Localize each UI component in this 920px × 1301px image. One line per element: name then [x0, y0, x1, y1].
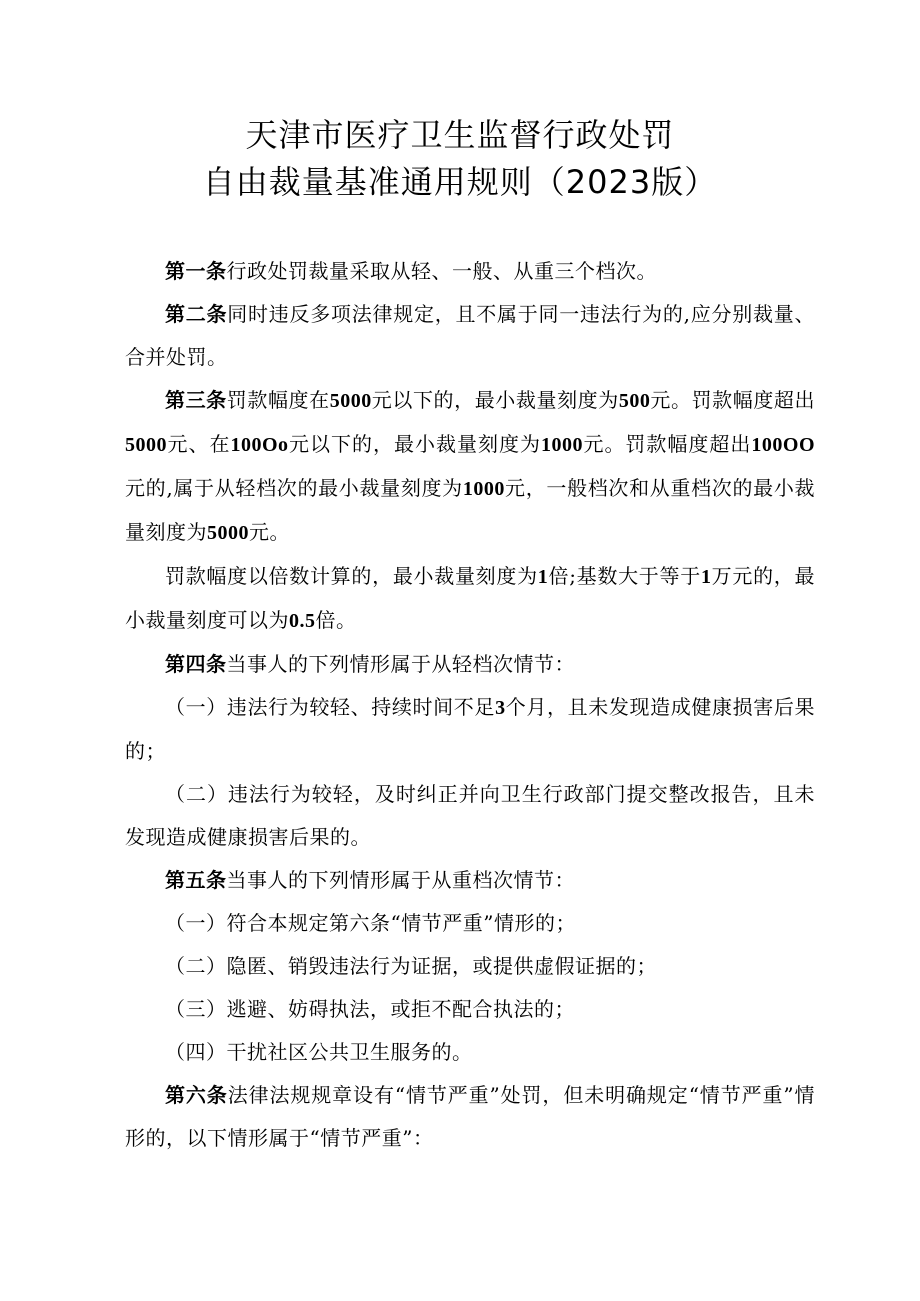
- article-number: 第一条: [165, 259, 227, 283]
- paragraph: [125, 555, 815, 643]
- paragraph-text: （三）逃避、妨碍执法，或拒不配合执法的；: [165, 997, 575, 1021]
- paragraph-text: （二）违法行为较轻，及时纠正并向卫生行政部门提交整改报告，且未发现造成健康损害后果的。: [125, 782, 815, 849]
- paragraph-text: 罚款幅度以倍数计算的，最小裁量刻度为: [165, 564, 538, 588]
- paragraph-text: 罚款幅度在: [226, 388, 330, 412]
- paragraph: [125, 945, 815, 988]
- number-value: 500: [618, 390, 651, 412]
- paragraph: [125, 859, 815, 902]
- number-value: 1: [537, 566, 549, 588]
- paragraph: [125, 250, 815, 293]
- paragraph-text: 元，一般档次和从重档次的最小裁量刻度为: [125, 476, 816, 544]
- number-value: 0.5: [289, 610, 316, 632]
- paragraph: [125, 773, 815, 859]
- paragraph-text: 元以下的，最小裁量刻度为: [288, 432, 541, 456]
- paragraph-text: 元的,属于从轻档次的最小裁量刻度为: [125, 476, 463, 500]
- paragraph-text: 个月，且未发现造成健康损害后果的；: [125, 695, 816, 763]
- paragraph-text: 元。: [249, 520, 290, 544]
- paragraph: [125, 988, 815, 1031]
- number-value: 1000: [462, 478, 505, 500]
- number-value: 100OO: [751, 434, 816, 456]
- paragraph-text: 当事人的下列情形属于从重档次情节：: [226, 868, 575, 892]
- paragraph-text: 同时违反多项法律规定，且不属于同一违法行为的,应分别裁量、合并处罚。: [125, 302, 816, 369]
- article-number: 第五条: [165, 868, 227, 892]
- paragraph: [125, 1031, 815, 1074]
- paragraph-text: （一）违法行为较轻、持续时间不足: [165, 695, 496, 719]
- article-number: 第六条: [165, 1083, 228, 1107]
- paragraph-text: 万元的，最小裁量刻度可以为: [125, 564, 815, 632]
- paragraph: [125, 1074, 815, 1160]
- paragraph: [125, 293, 815, 379]
- paragraph-text: 倍。: [315, 608, 357, 632]
- number-value: 3: [495, 697, 506, 719]
- paragraph: [125, 643, 815, 686]
- article-number: 第三条: [165, 388, 227, 412]
- paragraph-text: 行政处罚裁量采取从轻、一般、从重三个档次。: [226, 259, 657, 283]
- paragraph-text: （二）隐匿、销毁违法行为证据，或提供虚假证据的；: [165, 954, 657, 978]
- article-number: 第二条: [165, 302, 228, 326]
- paragraph-text: 法律法规规章设有“情节严重”处罚，但未明确规定“情节严重”情形的，以下情形属于“情节严重”：: [125, 1083, 815, 1150]
- paragraph-text: 元。罚款幅度超出: [582, 432, 752, 456]
- paragraph-text: （一）符合本规定第六条“情节严重”情形的；: [165, 911, 576, 935]
- number-value: 1: [700, 566, 712, 588]
- paragraph-text: 元、在: [167, 432, 231, 456]
- paragraph-text: 倍;基数大于等于: [548, 564, 701, 588]
- number-value: 5000: [125, 434, 167, 456]
- number-value: 1000: [540, 434, 583, 456]
- number-value: 100Oo: [230, 434, 289, 456]
- paragraph: [125, 379, 815, 555]
- number-value: 5000: [329, 390, 372, 412]
- document-title-line-2: 自由裁量基准通用规则（2023版）: [202, 163, 718, 201]
- document-title-line-1: 天津市医疗卫生监督行政处罚: [245, 116, 675, 154]
- paragraph-text: 元。罚款幅度超出: [650, 388, 816, 412]
- paragraph-text: 元以下的，最小裁量刻度为: [371, 388, 619, 412]
- paragraph: [125, 686, 815, 773]
- paragraph-text: （四）干扰社区公共卫生服务的。: [165, 1040, 473, 1064]
- number-value: 5000: [207, 522, 249, 544]
- paragraph: [125, 902, 815, 945]
- document-body: [125, 250, 815, 1160]
- article-number: 第四条: [165, 652, 227, 676]
- paragraph-text: 当事人的下列情形属于从轻档次情节：: [226, 652, 575, 676]
